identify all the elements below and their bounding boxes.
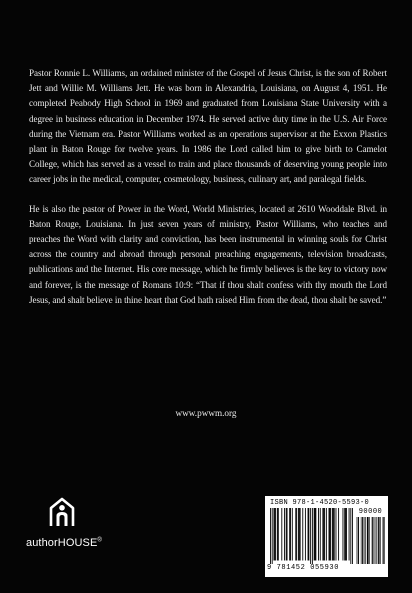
- registered-mark: ®: [97, 537, 102, 544]
- barcode-bar: [334, 508, 335, 561]
- barcode-bar: [300, 508, 301, 561]
- barcode-bar: [367, 517, 368, 564]
- barcode-bar: [310, 508, 311, 564]
- barcode-bar: [332, 508, 333, 561]
- barcode-bar: [330, 508, 331, 561]
- barcode-bar: [349, 508, 350, 561]
- barcode-bar: [358, 517, 359, 564]
- barcode-bar: [305, 508, 306, 561]
- barcode-bar: [290, 508, 291, 561]
- barcode-bar: [380, 517, 381, 564]
- barcode-bar: [286, 508, 287, 561]
- barcode-bar: [274, 508, 275, 561]
- barcode-bar: [273, 508, 274, 561]
- publisher-logo: [26, 496, 136, 556]
- barcode-bar: [298, 508, 299, 561]
- barcode-bar: [308, 508, 309, 561]
- barcode-bar: [296, 508, 297, 561]
- website-url: www.pwwm.org: [175, 408, 237, 418]
- barcode-bar: [378, 517, 379, 564]
- barcode-bar: [350, 508, 351, 564]
- barcode-bar: [277, 508, 278, 561]
- barcode-bar: [361, 517, 362, 564]
- barcode-bar: [362, 517, 363, 564]
- barcode-bar: [292, 508, 293, 561]
- author-bio: [29, 66, 387, 322]
- barcode-bar: [383, 517, 384, 564]
- authorhouse-logo-icon: [48, 496, 76, 528]
- bio-paragraph-1: Pastor Ronnie L. Williams, an ordained minister of the Gospel of Jesus Christ, is the son of Robert Jett and Willie M. Williams Jett. He was born in Alexandria, Louisiana, on August 4, 1951. He completed Peabody High School in 1969 and graduated from Louisiana State University with a degree in business education in December 1974. He served active duty time in the U.S. Air Force during the Vietnam era. Pastor Williams worked as an operations supervisor at the Exxon Plastics plant in Baton Rouge for twelve years. In 1986 the Lord called him to give birth to Camelot College, which has served as a vessel to train and place thousands of deserving young people into career jobs in the medical, computer, cosmetology, business, culinary art, and paralegal fields.: [29, 68, 387, 185]
- barcode-bar: [369, 517, 370, 564]
- barcode-bar: [333, 508, 334, 561]
- barcode-bar: [363, 517, 364, 564]
- barcode-bar: [314, 508, 315, 561]
- barcode-bar: [344, 508, 345, 561]
- barcode-bar: [287, 508, 288, 561]
- barcode-bar: [322, 508, 323, 561]
- barcode-bar: [338, 508, 339, 561]
- publisher-name: [26, 537, 102, 549]
- barcode-bar: [383, 517, 384, 564]
- barcode-bar: [302, 508, 303, 561]
- barcode-bar: [284, 508, 285, 561]
- barcode-bar: [308, 508, 309, 561]
- barcode-bar: [329, 508, 330, 561]
- barcode-bar: [375, 517, 376, 564]
- barcode-bar: [315, 508, 316, 561]
- barcode-bar: [278, 508, 279, 561]
- barcode-bar: [364, 517, 365, 564]
- addon-digits: 90000: [358, 508, 383, 516]
- addon-barcode-bars: [356, 517, 385, 564]
- barcode-bar: [372, 517, 373, 564]
- barcode-bar: [275, 508, 276, 561]
- publisher-name-text: authorHOUSE: [26, 537, 98, 549]
- barcode-bar: [295, 508, 296, 561]
- barcode-bar: [299, 508, 300, 561]
- barcode-bar: [281, 508, 282, 561]
- barcode-bar: [318, 508, 319, 561]
- barcode-bar: [320, 508, 321, 561]
- barcode-bar: [329, 508, 330, 561]
- barcode-bar: [376, 517, 377, 564]
- isbn-barcode: [265, 496, 388, 577]
- barcode-bar: [272, 508, 273, 564]
- bio-paragraph-2: He is also the pastor of Power in the Word, World Ministries, located at 2610 Wooddale Blvd. in Baton Rouge, Louisiana. In just seven years of ministry, Pastor Williams, who teaches and preaches the Word with clarity and conviction, has been instrumental in winning souls for Christ across the country and abroad through personal preaching engagements, television broadcasts, publications and the Internet. His core message, which he firmly believes is the key to victory now and forever, is the message of Romans 10:9: “That if thou shalt confess with thy mouth the Lord Jesus, and shalt believe in thine heart that God hath raised Him from the dead, thou shalt be saved.”: [29, 203, 387, 305]
- barcode-bar: [324, 508, 325, 561]
- barcode-bar: [372, 517, 373, 564]
- barcode-bar: [379, 517, 380, 564]
- barcode-bar: [357, 517, 358, 564]
- barcode-bar: [345, 508, 346, 561]
- barcode-bar: [315, 508, 316, 561]
- barcode-bar: [378, 517, 379, 564]
- barcode-bar: [343, 508, 344, 561]
- barcode-digits: 9 781452 055930: [267, 564, 340, 572]
- barcode-bar: [346, 508, 347, 561]
- barcode-bar: [368, 517, 369, 564]
- barcode-bar: [326, 508, 327, 561]
- barcode-bar: [336, 508, 337, 561]
- barcode-bar: [374, 517, 375, 564]
- barcode-bar: [352, 508, 353, 564]
- isbn-label: ISBN 978-1-4520-5593-0: [270, 499, 370, 507]
- barcode-bar: [384, 517, 385, 564]
- barcode-bar: [358, 517, 359, 564]
- ean13-barcode-bars: [270, 508, 353, 564]
- barcode-bar: [365, 517, 366, 564]
- barcode-bar: [270, 508, 271, 564]
- barcode-bar: [323, 508, 324, 561]
- barcode-bar: [289, 508, 290, 561]
- barcode-bar: [312, 508, 313, 564]
- barcode-bar: [367, 517, 368, 564]
